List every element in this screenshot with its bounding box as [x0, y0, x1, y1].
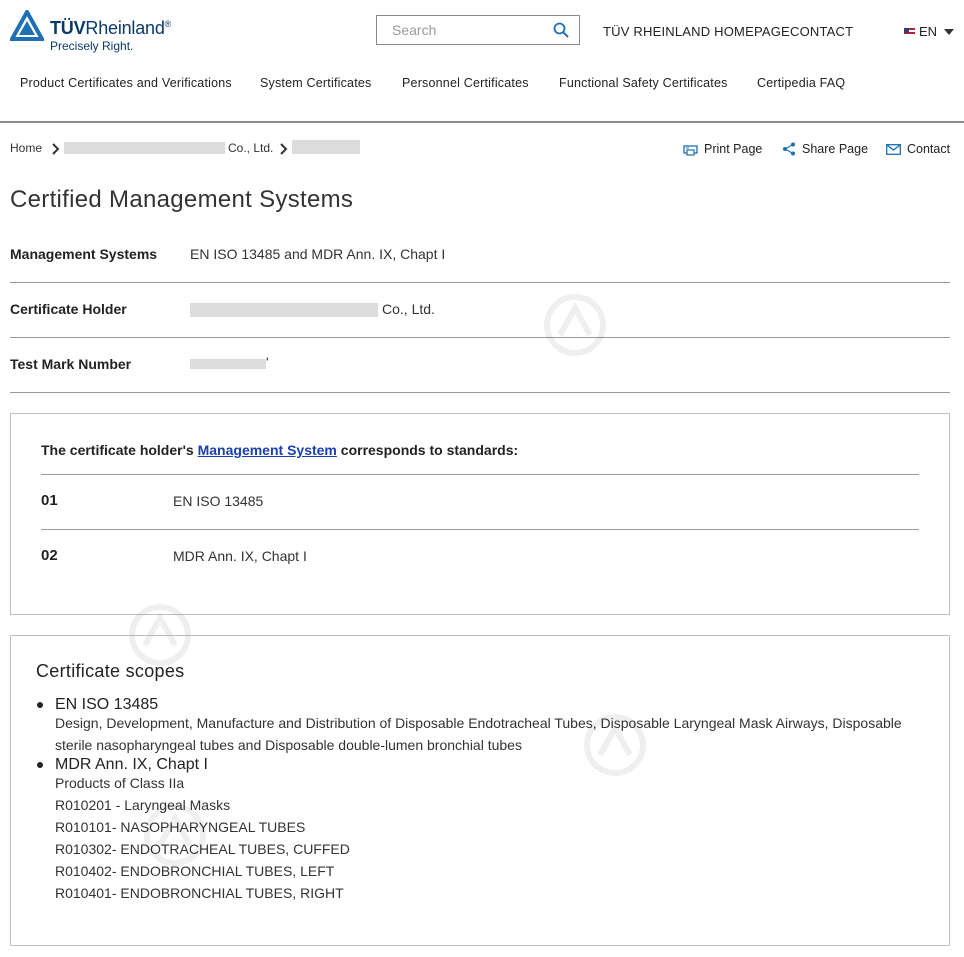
divider	[10, 392, 950, 393]
scope-description-line: R010101- NASOPHARYNGEAL TUBES	[55, 819, 306, 835]
nav-personnel-certificates[interactable]: Personnel Certificates	[402, 76, 529, 90]
search-box	[376, 15, 580, 45]
logo-triangle-icon	[10, 10, 44, 42]
print-page-button[interactable]: Print Page	[683, 142, 762, 156]
bullet-icon	[37, 702, 43, 708]
chevron-right-icon	[52, 143, 60, 155]
test-mark-value: '	[266, 354, 269, 370]
divider	[41, 474, 919, 475]
nav-certipedia-faq[interactable]: Certipedia FAQ	[757, 76, 846, 90]
redacted-breadcrumb-current	[292, 140, 360, 154]
scope-name: EN ISO 13485	[55, 696, 159, 713]
standards-intro: The certificate holder's Management System corresponds to standards:	[41, 442, 519, 458]
language-selector[interactable]	[904, 24, 954, 39]
share-icon	[782, 142, 796, 156]
redacted-certificate-holder	[190, 303, 378, 317]
scope-description-line: Products of Class IIa	[55, 775, 185, 791]
header-divider	[0, 121, 964, 123]
standard-name: EN ISO 13485	[173, 493, 264, 509]
page-title: Certified Management Systems	[10, 186, 354, 213]
nav-product-certificates[interactable]: Product Certificates and Verifications	[20, 76, 232, 90]
breadcrumb-home[interactable]: Home	[10, 141, 43, 155]
printer-icon	[683, 143, 698, 156]
caret-down-icon	[944, 29, 954, 35]
certificate-holder-value: Co., Ltd.	[382, 301, 435, 317]
management-systems-value: EN ISO 13485 and MDR Ann. IX, Chapt I	[190, 246, 446, 262]
watermark-logo-icon	[540, 290, 610, 360]
language-label: EN	[919, 24, 938, 39]
standard-name: MDR Ann. IX, Chapt I	[173, 548, 307, 564]
divider	[10, 282, 950, 283]
nav-system-certificates[interactable]: System Certificates	[260, 76, 372, 90]
us-flag-icon	[904, 28, 915, 36]
certificate-holder-label: Certificate Holder	[10, 301, 127, 317]
breadcrumb-company[interactable]: Co., Ltd.	[228, 141, 274, 155]
certificate-scopes-title: Certificate scopes	[36, 661, 185, 681]
search-input[interactable]	[377, 16, 537, 44]
scope-description-line: R010302- ENDOTRACHEAL TUBES, CUFFED	[55, 841, 350, 857]
management-systems-label: Management Systems	[10, 246, 158, 262]
standard-number: 02	[41, 547, 58, 564]
redacted-company-name	[64, 142, 225, 154]
management-system-link[interactable]: Management System	[197, 442, 337, 458]
divider	[41, 529, 919, 530]
contact-link[interactable]: CONTACT	[790, 24, 854, 39]
scope-name: MDR Ann. IX, Chapt I	[55, 756, 208, 773]
brand-slogan: Precisely Right.	[50, 39, 134, 53]
scope-description-line: R010402- ENDOBRONCHIAL TUBES, LEFT	[55, 863, 335, 879]
scope-description-line: Design, Development, Manufacture and Distribution of Disposable Endotracheal Tubes, Disposable Laryngeal Mask Airways, Disposable	[55, 715, 902, 731]
scope-description-line: R010401- ENDOBRONCHIAL TUBES, RIGHT	[55, 885, 344, 901]
homepage-link[interactable]: TÜV RHEINLAND HOMEPAGE	[603, 24, 790, 39]
test-mark-label: Test Mark Number	[10, 356, 132, 372]
envelope-icon	[886, 144, 901, 155]
tuv-logo[interactable]	[10, 10, 190, 54]
scope-description-line: sterile nasopharyngeal tubes and Disposable double-lumen bronchial tubes	[55, 737, 522, 753]
brand-name: TÜVRheinland®	[50, 18, 172, 38]
chevron-right-icon	[280, 143, 288, 155]
search-icon[interactable]	[553, 22, 569, 38]
share-page-button[interactable]: Share Page	[782, 142, 868, 156]
contact-button[interactable]: Contact	[886, 142, 950, 156]
scope-description-line: R010201 - Laryngeal Masks	[55, 797, 231, 813]
nav-functional-safety-certificates[interactable]: Functional Safety Certificates	[559, 76, 728, 90]
divider	[10, 337, 950, 338]
redacted-test-mark-number	[190, 359, 266, 369]
standard-number: 01	[41, 492, 58, 509]
bullet-icon	[37, 762, 43, 768]
